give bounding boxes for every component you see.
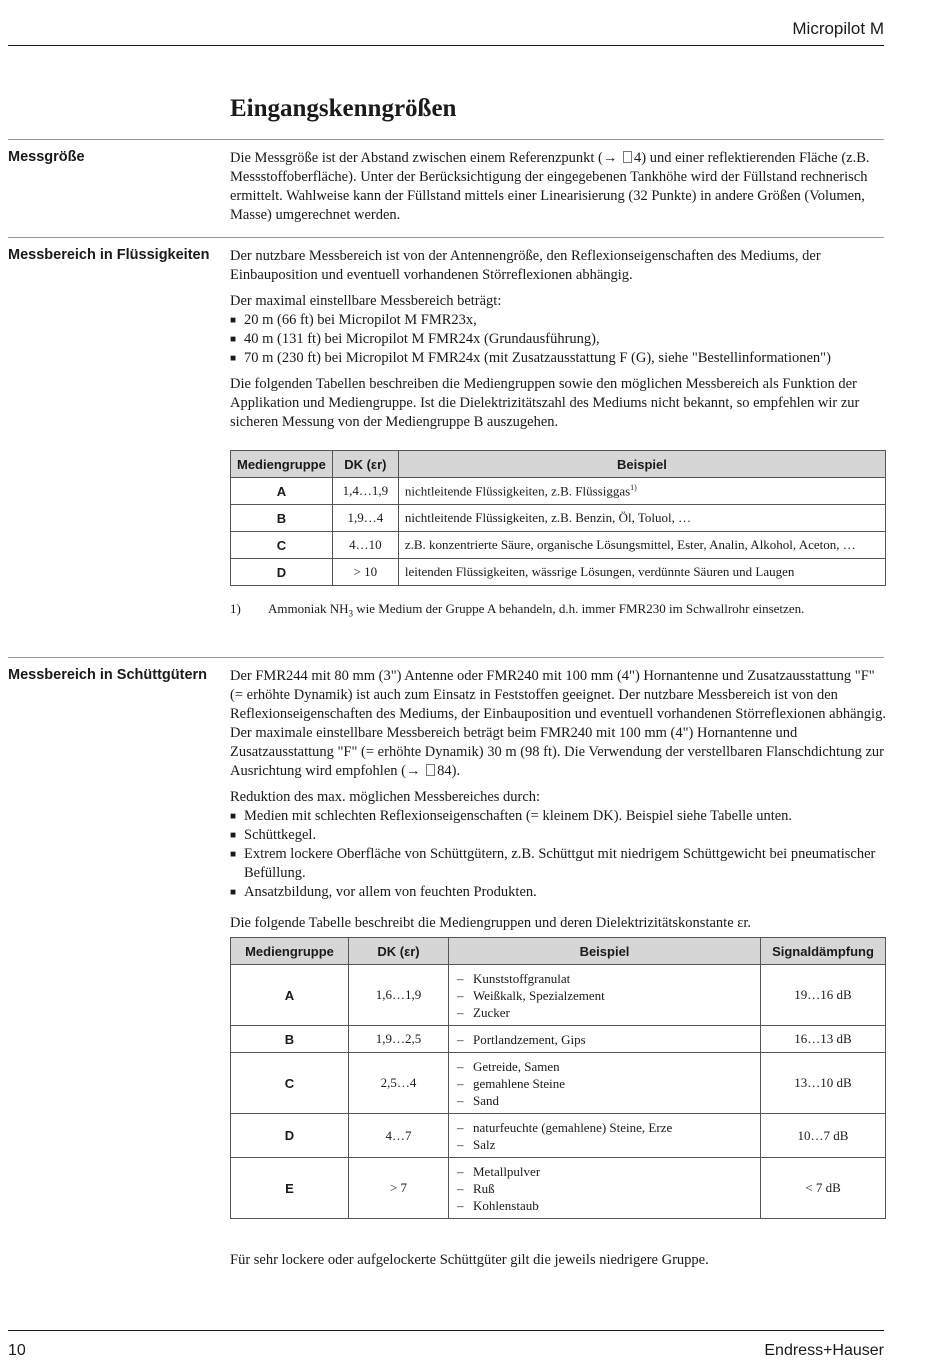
page-number: 10 xyxy=(8,1342,26,1359)
damping-cell: 16…13 dB xyxy=(761,1026,886,1053)
dk-cell: 4…10 xyxy=(332,532,398,559)
bullet-list xyxy=(230,807,886,902)
footer-rule xyxy=(8,1330,884,1331)
footnote-number: 1) xyxy=(230,601,241,616)
bulk-solids-table xyxy=(230,937,886,1219)
list-item: – Metallpulver xyxy=(455,1163,754,1180)
group-cell: D xyxy=(231,559,333,586)
page-reference-icon xyxy=(426,764,435,776)
list-item: – Kohlenstaub xyxy=(455,1197,754,1214)
paragraph: Der maximal einstellbare Messbereich beträgt: xyxy=(230,293,502,309)
page-reference: 84 xyxy=(437,763,452,779)
dk-cell: > 10 xyxy=(332,559,398,586)
list-item: – Getreide, Samen xyxy=(455,1058,754,1075)
page-reference-icon xyxy=(623,151,632,163)
damping-cell: < 7 dB xyxy=(761,1158,886,1219)
list-item: – Portlandzement, Gips xyxy=(455,1031,754,1048)
table-row xyxy=(231,1053,886,1114)
example-list xyxy=(455,1031,754,1048)
example-cell: leitenden Flüssigkeiten, wässrige Lösungen, verdünnte Säuren und Laugen xyxy=(398,559,885,586)
column-header: Beispiel xyxy=(398,451,885,478)
example-cell: z.B. konzentrierte Säure, organische Lösungsmittel, Ester, Analin, Alkohol, Aceton, … xyxy=(398,532,885,559)
section-label-messgroesse: Messgröße xyxy=(8,149,85,165)
table-row xyxy=(231,505,886,532)
brand-name: Endress+Hauser xyxy=(764,1342,884,1359)
section-body-fluessigkeiten xyxy=(230,247,886,439)
section-body-schuettgueter xyxy=(230,667,886,940)
table-row xyxy=(231,965,886,1026)
footnote-marker: 1) xyxy=(630,482,637,492)
example-cell: nichtleitende Flüssigkeiten, z.B. Benzin, Öl, Toluol, … xyxy=(398,505,885,532)
column-header: Mediengruppe xyxy=(231,938,349,965)
header-rule xyxy=(8,45,884,46)
section-divider xyxy=(8,237,884,238)
list-item: – Weißkalk, Spezialzement xyxy=(455,987,754,1004)
example-cell xyxy=(449,965,761,1026)
list-item: – Sand xyxy=(455,1092,754,1109)
paragraph: Die folgenden Tabellen beschreiben die Mediengruppen sowie den möglichen Messbereich als Funktion der Applikation und Mediengruppe. Ist die Dielektrizitätszahl des Mediums nicht bekannt, so empfehlen wir zur sicheren Messung von der Mediengruppe B auszugehen. xyxy=(230,376,860,430)
dk-cell: 1,9…4 xyxy=(332,505,398,532)
column-header: DK (εr) xyxy=(332,451,398,478)
group-cell: A xyxy=(231,478,333,505)
example-list xyxy=(455,1119,754,1153)
example-list xyxy=(455,970,754,1021)
list-item: ■ 40 m (131 ft) bei Micropilot M FMR24x (Grundausführung), xyxy=(230,330,886,349)
list-item: – gemahlene Steine xyxy=(455,1075,754,1092)
dk-cell: 1,6…1,9 xyxy=(349,965,449,1026)
liquid-media-table xyxy=(230,450,886,586)
list-item: – Kunststoffgranulat xyxy=(455,970,754,987)
table-row xyxy=(231,1158,886,1219)
table-row xyxy=(231,532,886,559)
table-row xyxy=(231,1114,886,1158)
example-list xyxy=(455,1058,754,1109)
list-item: ■ Extrem lockere Oberfläche von Schüttgütern, z.B. Schüttgut mit niedrigem Schüttgewicht bei pneumatischer Befüllung. xyxy=(230,845,886,883)
group-cell: B xyxy=(231,505,333,532)
table-row xyxy=(231,559,886,586)
section-divider xyxy=(8,139,884,140)
list-item: ■ Ansatzbildung, vor allem von feuchten Produkten. xyxy=(230,883,886,902)
list-item: – Salz xyxy=(455,1136,754,1153)
example-cell xyxy=(449,1158,761,1219)
paragraph: Die folgende Tabelle beschreibt die Mediengruppen und deren Dielektrizitätskonstante εr. xyxy=(230,915,751,931)
column-header: DK (εr) xyxy=(349,938,449,965)
group-cell: D xyxy=(231,1114,349,1158)
paragraph: Reduktion des max. möglichen Messbereiches durch: xyxy=(230,789,541,805)
group-cell: B xyxy=(231,1026,349,1053)
group-cell: C xyxy=(231,532,333,559)
table-header-row xyxy=(231,938,886,965)
damping-cell: 13…10 dB xyxy=(761,1053,886,1114)
section-label-schuettgueter: Messbereich in Schüttgütern xyxy=(8,667,208,683)
dk-cell: 4…7 xyxy=(349,1114,449,1158)
group-cell: A xyxy=(231,965,349,1026)
column-header: Mediengruppe xyxy=(231,451,333,478)
group-cell: E xyxy=(231,1158,349,1219)
dk-cell: > 7 xyxy=(349,1158,449,1219)
list-item: ■ Medien mit schlechten Reflexionseigenschaften (= kleinem DK). Beispiel siehe Tabelle unten. xyxy=(230,807,886,826)
list-item: – naturfeuchte (gemahlene) Steine, Erze xyxy=(455,1119,754,1136)
column-header: Beispiel xyxy=(449,938,761,965)
paragraph: Der nutzbare Messbereich ist von der Antennengröße, den Reflexionseigenschaften des Mediums, der Einbauposition und eventuell vorhandenen Störreflexionen abhängig. xyxy=(230,248,821,283)
dk-cell: 2,5…4 xyxy=(349,1053,449,1114)
damping-cell: 10…7 dB xyxy=(761,1114,886,1158)
closing-note: Für sehr lockere oder aufgelockerte Schüttgüter gilt die jeweils niedrigere Gruppe. xyxy=(230,1252,709,1268)
list-item: ■ 70 m (230 ft) bei Micropilot M FMR24x (mit Zusatzausstattung F (G), siehe "Bestellinformationen") xyxy=(230,349,886,368)
example-cell xyxy=(449,1026,761,1053)
table-header-row xyxy=(231,451,886,478)
list-item: – Zucker xyxy=(455,1004,754,1021)
list-item: – Ruß xyxy=(455,1180,754,1197)
column-header: Signaldämpfung xyxy=(761,938,886,965)
paragraph: Der FMR244 mit 80 mm (3") Antenne oder FMR240 mit 100 mm (4") Hornantenne und Zusatzausstattung "F" (= erhöhte Dynamik) ist auch zum Einsatz in Feststoffen geeignet. Der nutzbare Messbereich ist von den Reflexionseigenschaften des Mediums, der Einbauposition und eventuell vorhandenen Störreflexionen abhängig. Der maximale einstellbare Messbereich beträgt beim FMR240 mit 100 mm (4") Hornantenne und Zusatzausstattung "F" (= erhöhte Dynamik) 30 m (98 ft). Die Verwendung der verstellbaren Flanschdichtung zur Ausrichtung wird empfohlen (→ 84). xyxy=(230,668,886,779)
example-cell xyxy=(449,1053,761,1114)
table-row xyxy=(231,478,886,505)
group-cell: C xyxy=(231,1053,349,1114)
example-list xyxy=(455,1163,754,1214)
paragraph: Die Messgröße ist der Abstand zwischen einem Referenzpunkt (→ 4) und einer reflektierenden Fläche (z.B. Messstoffoberfläche). Unter der Berücksichtigung der eingegebenen Tankhöhe wird der Füllstand rechnerisch ermittelt. Wahlweise kann der Füllstand mittels einer Linearisierung (32 Punkte) in andere Größen (Volumen, Masse) umgerechnet werden. xyxy=(230,150,870,223)
section-label-fluessigkeiten: Messbereich in Flüssigkeiten xyxy=(8,247,210,263)
example-cell: nichtleitende Flüssigkeiten, z.B. Flüssiggas$^{1)}$ xyxy=(398,478,885,505)
page-reference: 4 xyxy=(634,150,642,166)
list-item: ■ 20 m (66 ft) bei Micropilot M FMR23x, xyxy=(230,311,886,330)
bullet-list xyxy=(230,311,886,368)
dk-cell: 1,9…2,5 xyxy=(349,1026,449,1053)
running-header: Micropilot M xyxy=(792,19,884,38)
dk-cell: 1,4…1,9 xyxy=(332,478,398,505)
table-row xyxy=(231,1026,886,1053)
page-title: Eingangskenngrößen xyxy=(230,95,457,122)
list-item: ■ Schüttkegel. xyxy=(230,826,886,845)
example-cell xyxy=(449,1114,761,1158)
section-body-messgroesse xyxy=(230,149,886,232)
damping-cell: 19…16 dB xyxy=(761,965,886,1026)
section-divider xyxy=(8,657,884,658)
table-footnote: 1) Ammoniak $NH_3$ wie Medium der Gruppe A behandeln, d.h. immer FMR230 im Schwallrohr einsetzen. xyxy=(230,601,805,619)
